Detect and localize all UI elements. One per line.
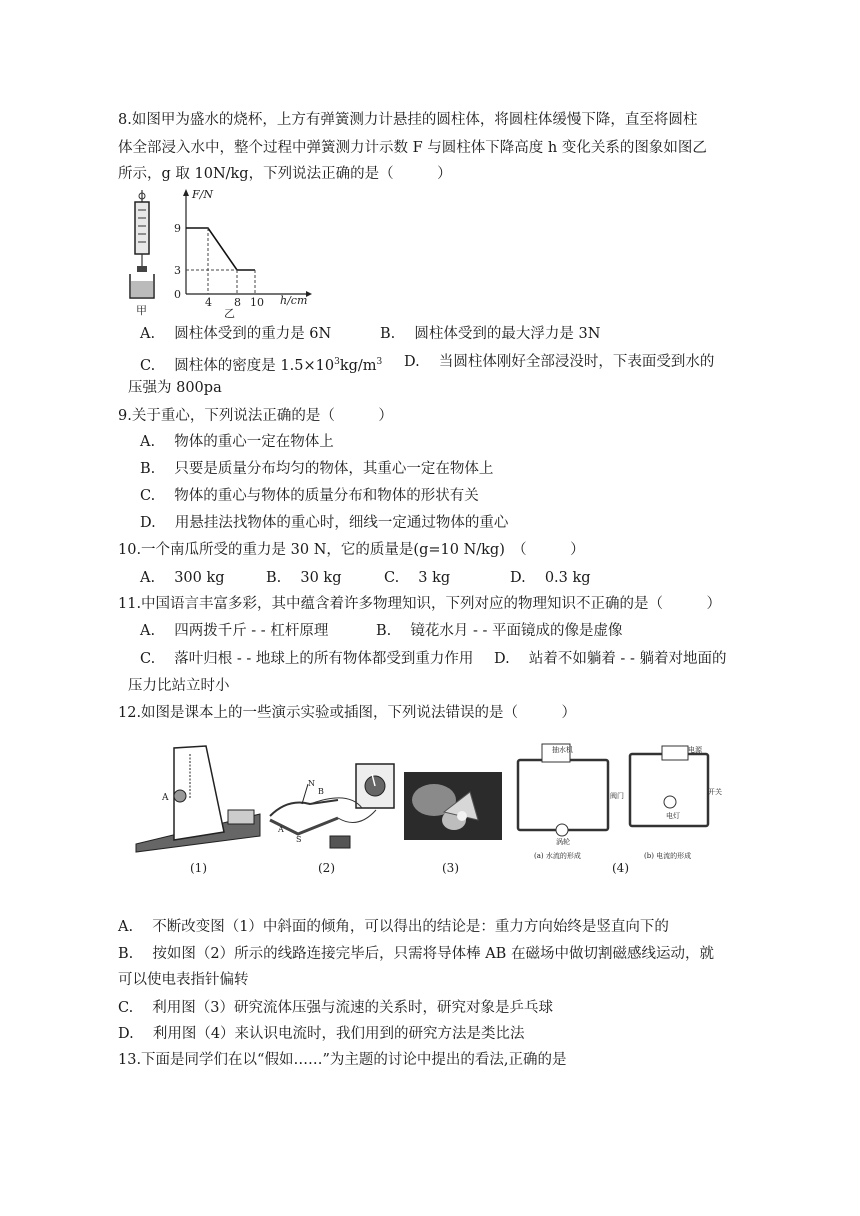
q12-fig4-lamp: 电灯 [666, 812, 680, 820]
q10-option-a: A. 300 kg [140, 570, 225, 586]
q8-fig-label-jia: 甲 [136, 304, 147, 317]
q11-stem: 11.中国语言丰富多彩，其中蕴含着许多物理知识，下列对应的物理知识不正确的是（ ） [118, 596, 722, 612]
q12-figure-3 [404, 772, 508, 876]
svg-text:N: N [308, 779, 315, 788]
q10-option-d: D. 0.3 kg [510, 570, 591, 586]
q12-fig4-left-caption: (a) 水流的形成 [534, 852, 581, 860]
q12-fig-label-1: (1) [190, 861, 207, 875]
q8-graph-yi [168, 186, 318, 318]
q12-option-d: D. 利用图（4）来认识电流时，我们用到的研究方法是类比法 [118, 1026, 525, 1042]
q8-figure-jia [122, 188, 164, 318]
q12-fig4-pump: 抽水机 [552, 746, 573, 754]
q8-option-a: A. 圆柱体受到的重力是 6N [140, 326, 332, 342]
q11-option-c: C. 落叶归根 - - 地球上的所有物体都受到重力作用 [140, 651, 474, 667]
q12-figure-1 [134, 740, 266, 876]
q8-stem-line1: 8.如图甲为盛水的烧杯，上方有弹簧测力计悬挂的圆柱体，将圆柱体缓慢下降，直至将圆柱 [118, 112, 698, 128]
q9-option-a: A. 物体的重心一定在物体上 [140, 434, 334, 450]
q12-option-b-line1: B. 按如图（2）所示的线路连接完毕后，只需将导体棒 AB 在磁场中做切割磁感线运动，就 [118, 946, 714, 962]
q9-option-c: C. 物体的重心与物体的质量分布和物体的形状有关 [140, 488, 479, 504]
q8-graph-xtick: 4 [205, 296, 212, 309]
q8-stem-line3: 所示，g 取 10N/kg，下列说法正确的是（ ） [118, 166, 452, 182]
q8-fig-label-yi: 乙 [224, 307, 235, 318]
q12-option-b-line2: 可以使电表指针偏转 [118, 972, 249, 988]
q8-graph-curve [186, 228, 255, 270]
q8-graph-ytick: 3 [174, 264, 181, 277]
q12-figure-2 [268, 760, 400, 876]
q8-graph-y-label: F/N [192, 188, 213, 201]
q8-graph-xtick: 10 [250, 296, 264, 309]
q10-option-b: B. 30 kg [266, 570, 342, 586]
q11-option-d: D. 站着不如躺着 - - 躺着对地面的 [494, 651, 727, 667]
q13-stem: 13.下面是同学们在以“假如……”为主题的讨论中提出的看法,正确的是 [118, 1052, 567, 1068]
q9-stem: 9.关于重心，下列说法正确的是（ ） [118, 408, 393, 424]
q10-option-c: C. 3 kg [384, 570, 451, 586]
q11-option-a: A. 四两拨千斤 - - 杠杆原理 [140, 623, 329, 639]
q8-graph-origin: 0 [174, 288, 181, 301]
q9-option-d: D. 用悬挂法找物体的重心时，细线一定通过物体的重心 [140, 515, 509, 531]
q8-graph-x-label: h/cm [280, 294, 308, 307]
q12-fig-label-2: (2) [318, 861, 335, 875]
q12-fig-label-4: (4) [612, 861, 629, 875]
q8-option-d-cont: 压强为 800pa [128, 380, 222, 396]
q8-option-c-exp1: 3 [334, 357, 340, 367]
svg-text:S: S [296, 835, 302, 844]
q12-option-c: C. 利用图（3）研究流体压强与流速的关系时，研究对象是乒乓球 [118, 1000, 554, 1016]
q12-fig4-battery: 电源 [688, 746, 702, 754]
q8-graph-xtick: 8 [234, 296, 241, 309]
svg-text:A: A [162, 793, 169, 803]
q8-option-b: B. 圆柱体受到的最大浮力是 3N [380, 326, 601, 342]
q8-option-c-exp2: 3 [376, 357, 383, 367]
q8-option-c-text: C. 圆柱体的密度是 1.5×10 [140, 357, 335, 374]
q12-fig-label-3: (3) [442, 861, 459, 875]
svg-text:B: B [318, 787, 324, 796]
q8-graph-ytick: 9 [174, 222, 181, 235]
q9-option-b: B. 只要是质量分布均匀的物体，其重心一定在物体上 [140, 461, 494, 477]
q11-option-d-cont: 压力比站立时小 [128, 678, 230, 694]
q10-stem: 10.一个南瓜所受的重力是 30 N，它的质量是(g=10 N/kg) （ ） [118, 542, 585, 558]
q12-fig4-turbine: 涡轮 [556, 838, 570, 846]
q8-option-d: D. 当圆柱体刚好全部浸没时，下表面受到水的 [404, 354, 715, 370]
q12-stem: 12.如图是课本上的一些演示实验或插图，下列说法错误的是（ ） [118, 705, 577, 721]
q12-fig4-switch: 开关 [708, 788, 722, 796]
q12-fig4-right-caption: (b) 电流的形成 [644, 852, 692, 860]
svg-text:A: A [278, 825, 284, 834]
q12-option-a: A. 不断改变图（1）中斜面的倾角，可以得出的结论是：重力方向始终是竖直向下的 [118, 919, 669, 935]
q8-option-c-unit: kg/m [339, 357, 377, 374]
q8-option-c [140, 352, 382, 376]
q12-figure-4 [512, 740, 734, 876]
q12-fig4-valve: 阀门 [610, 792, 624, 800]
q8-stem-line2: 体全部浸入水中，整个过程中弹簧测力计示数 F 与圆柱体下降高度 h 变化关系的图象如图乙 [118, 140, 707, 156]
q11-option-b: B. 镜花水月 - - 平面镜成的像是虚像 [376, 623, 623, 639]
